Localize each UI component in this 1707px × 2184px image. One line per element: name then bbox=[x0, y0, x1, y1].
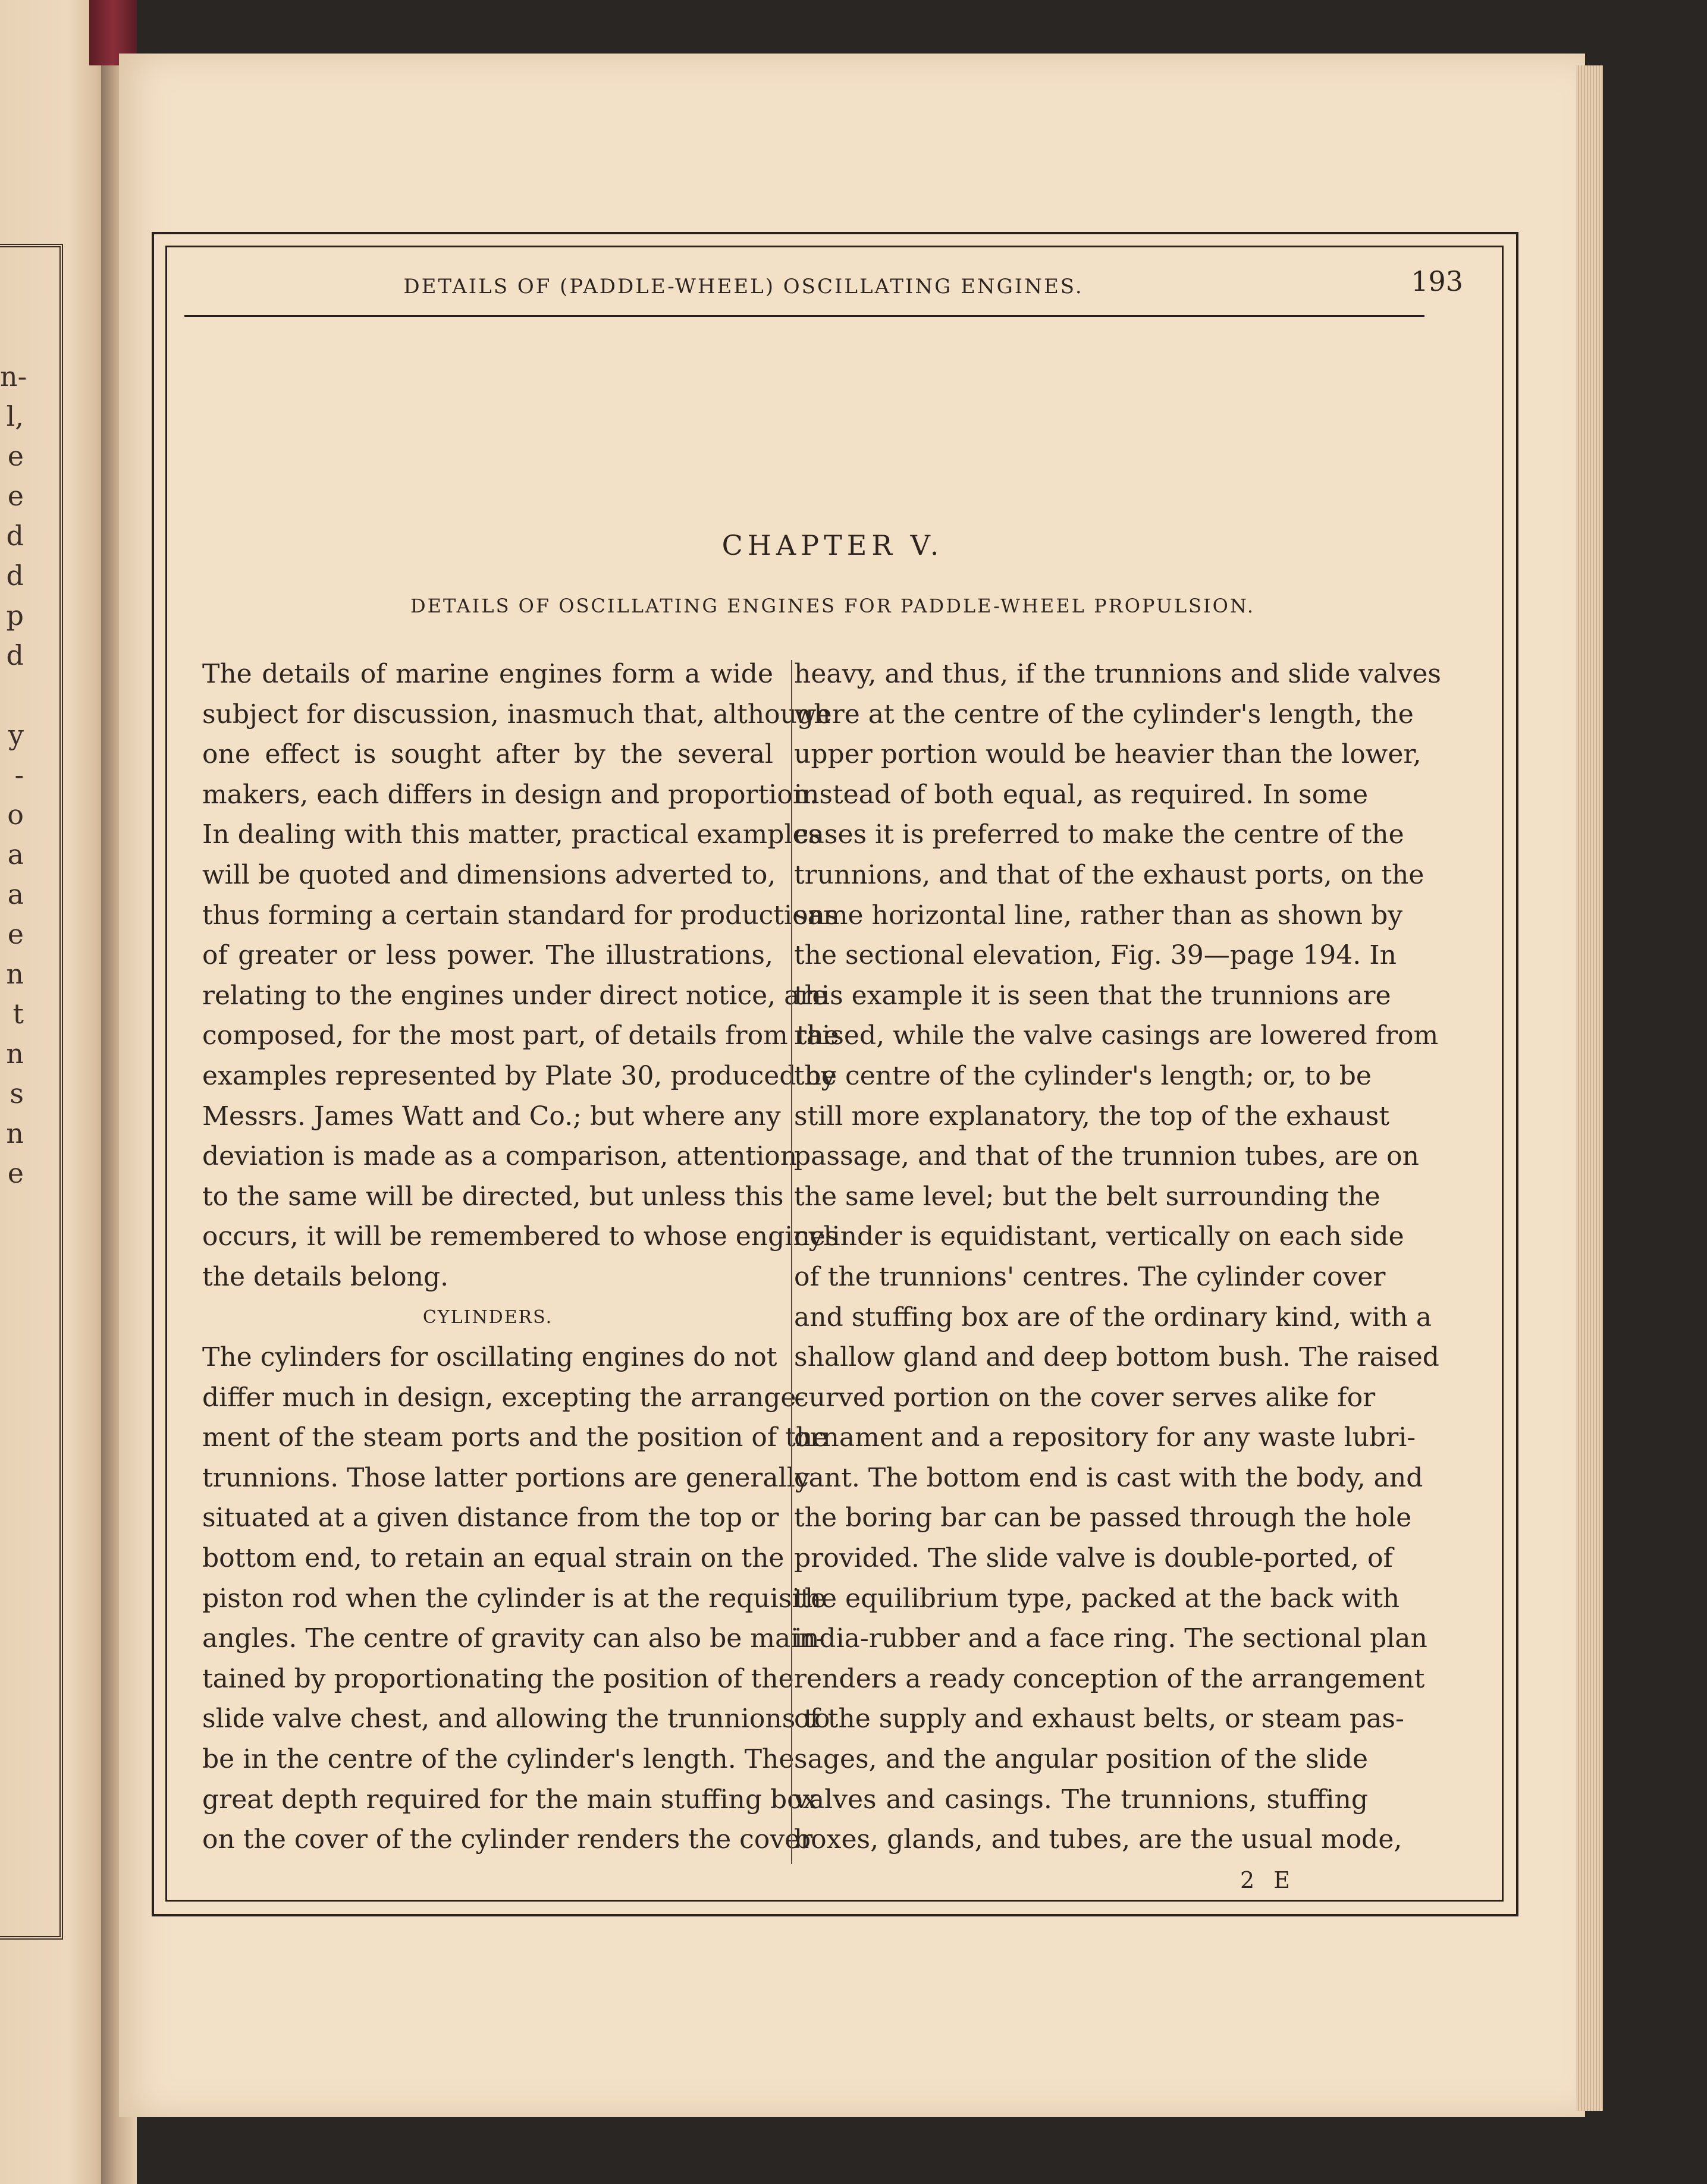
previous-page-text-fragments bbox=[0, 357, 27, 1193]
previous-page-fragment: l, bbox=[6, 400, 24, 432]
text-line: In dealing with this matter, practical examples bbox=[202, 819, 822, 850]
text-line: The details of marine engines form a wide bbox=[202, 659, 773, 689]
text-line: same horizontal line, rather than as shown by bbox=[794, 900, 1403, 931]
previous-page-fragment: y bbox=[8, 719, 24, 751]
text-line: great depth required for the main stuffing box bbox=[202, 1784, 818, 1815]
text-line: deviation is made as a comparison, attention bbox=[202, 1141, 798, 1172]
previous-page-fragment: - bbox=[14, 759, 24, 791]
text-line: thus forming a certain standard for productions bbox=[202, 900, 839, 931]
text-line: heavy, and thus, if the trunnions and slide valves bbox=[794, 659, 1441, 689]
previous-page-edge bbox=[0, 0, 113, 2184]
text-line: examples represented by Plate 30, produced by bbox=[202, 1060, 836, 1091]
previous-page-fragment: e bbox=[7, 440, 24, 472]
text-line: the sectional elevation, Fig. 39—page 194. In bbox=[794, 940, 1397, 971]
page-stack-edge bbox=[1576, 65, 1603, 2111]
text-line: cylinder is equidistant, vertically on each side bbox=[794, 1221, 1404, 1252]
previous-page-fragment: s bbox=[10, 1077, 24, 1110]
text-line: valves and casings. The trunnions, stuffing bbox=[794, 1784, 1368, 1815]
previous-page-fragment: t bbox=[12, 998, 24, 1030]
previous-page-fragment: n bbox=[6, 1117, 24, 1149]
text-line: the boring bar can be passed through the hole bbox=[794, 1503, 1412, 1533]
previous-page-fragment: e bbox=[7, 1157, 24, 1189]
right-column bbox=[794, 654, 1441, 1860]
text-line: will be quoted and dimensions adverted to, bbox=[202, 859, 776, 890]
text-line: shallow gland and deep bottom bush. The raised bbox=[794, 1342, 1439, 1373]
text-line: piston rod when the cylinder is at the requisite bbox=[202, 1583, 827, 1614]
book-page bbox=[119, 54, 1585, 2117]
previous-page-fragment: p bbox=[6, 599, 24, 631]
text-line: the centre of the cylinder's length; or, to be bbox=[794, 1060, 1372, 1091]
previous-page-fragment: e bbox=[7, 480, 24, 512]
previous-page-fragment: o bbox=[7, 799, 24, 831]
text-line: be in the centre of the cylinder's length. The bbox=[202, 1744, 795, 1775]
text-line: this example it is seen that the trunnions are bbox=[794, 980, 1391, 1011]
text-line: bottom end, to retain an equal strain on the bbox=[202, 1543, 785, 1574]
text-line: situated at a given distance from the top or bbox=[202, 1503, 779, 1533]
text-line: and stuffing box are of the ordinary kind, with a bbox=[794, 1302, 1432, 1333]
text-line: to the same will be directed, but unless this bbox=[202, 1181, 784, 1212]
text-line: ment of the steam ports and the position of the bbox=[202, 1422, 829, 1453]
text-line: of the supply and exhaust belts, or steam pas- bbox=[794, 1704, 1404, 1734]
text-line: still more explanatory, the top of the exhaust bbox=[794, 1101, 1390, 1132]
text-line: instead of both equal, as required. In some bbox=[794, 779, 1368, 810]
previous-page-fragment: n bbox=[6, 958, 24, 990]
text-line: india-rubber and a face ring. The sectional plan bbox=[794, 1623, 1427, 1654]
previous-page-fragment: d bbox=[6, 639, 24, 671]
text-line: one effect is sought after by the several bbox=[202, 739, 773, 770]
text-line: sages, and the angular position of the slide bbox=[794, 1744, 1368, 1775]
running-title: DETAILS OF (PADDLE-WHEEL) OSCILLATING ENGINES. bbox=[403, 275, 1084, 298]
previous-page-fragment: n bbox=[6, 1038, 24, 1070]
previous-page-fragment: n- bbox=[0, 360, 27, 392]
text-line: boxes, glands, and tubes, are the usual mode, bbox=[794, 1824, 1402, 1855]
text-line: cant. The bottom end is cast with the body, and bbox=[794, 1462, 1423, 1493]
left-column bbox=[202, 654, 839, 1860]
text-line: on the cover of the cylinder renders the cover bbox=[202, 1824, 813, 1855]
text-line: were at the centre of the cylinder's length, the bbox=[794, 699, 1414, 730]
text-line: the same level; but the belt surrounding the bbox=[794, 1181, 1380, 1212]
text-line: relating to the engines under direct notice, are bbox=[202, 980, 828, 1011]
previous-page-fragment: e bbox=[7, 918, 24, 950]
text-line: Messrs. James Watt and Co.; but where any bbox=[202, 1101, 781, 1132]
text-line: The cylinders for oscillating engines do not bbox=[202, 1342, 777, 1373]
text-line: slide valve chest, and allowing the trunnions to bbox=[202, 1704, 830, 1734]
text-line: makers, each differs in design and proportion. bbox=[202, 779, 818, 810]
header-rule bbox=[184, 315, 1424, 317]
text-line: differ much in design, excepting the arrange- bbox=[202, 1382, 805, 1413]
text-line: composed, for the most part, of details from the bbox=[202, 1020, 839, 1051]
previous-page-fragment: a bbox=[7, 838, 24, 871]
column-divider bbox=[791, 660, 792, 1864]
text-line: subject for discussion, inasmuch that, although bbox=[202, 699, 831, 730]
text-line: passage, and that of the trunnion tubes, are on bbox=[794, 1141, 1419, 1172]
text-line: provided. The slide valve is double-ported, of bbox=[794, 1543, 1393, 1574]
text-line: upper portion would be heavier than the lower, bbox=[794, 739, 1422, 770]
text-line: tained by proportionating the position of the bbox=[202, 1663, 794, 1694]
text-line: angles. The centre of gravity can also be main- bbox=[202, 1623, 825, 1654]
chapter-title: CHAPTER V. bbox=[721, 529, 944, 561]
text-line: raised, while the valve casings are lowered from bbox=[794, 1020, 1439, 1051]
text-line: cases it is preferred to make the centre of the bbox=[794, 819, 1404, 850]
signature-mark: 2 E bbox=[1240, 1867, 1296, 1893]
text-line: of greater or less power. The illustrations, bbox=[202, 940, 773, 971]
section-heading: CYLINDERS. bbox=[422, 1306, 553, 1328]
text-line: trunnions. Those latter portions are generally bbox=[202, 1462, 810, 1493]
text-line: curved portion on the cover serves alike for bbox=[794, 1382, 1376, 1413]
page-number: 193 bbox=[1411, 265, 1463, 297]
running-head bbox=[178, 265, 1487, 307]
previous-page-fragment: d bbox=[6, 520, 24, 552]
text-line: occurs, it will be remembered to whose engines bbox=[202, 1221, 839, 1252]
previous-page-fragment: a bbox=[7, 878, 24, 910]
chapter-subtitle: DETAILS OF OSCILLATING ENGINES FOR PADDLE-WHEEL PROPULSION. bbox=[410, 595, 1256, 617]
previous-page-fragment: d bbox=[6, 560, 24, 592]
text-line: ornament and a repository for any waste lubri- bbox=[794, 1422, 1416, 1453]
text-line: renders a ready conception of the arrangement bbox=[794, 1663, 1425, 1694]
text-line: of the trunnions' centres. The cylinder cover bbox=[794, 1261, 1386, 1292]
text-line: the details belong. bbox=[202, 1261, 449, 1292]
text-line: the equilibrium type, packed at the back with bbox=[794, 1583, 1400, 1614]
text-line: trunnions, and that of the exhaust ports, on the bbox=[794, 859, 1424, 890]
previous-page-fragment bbox=[0, 675, 24, 715]
